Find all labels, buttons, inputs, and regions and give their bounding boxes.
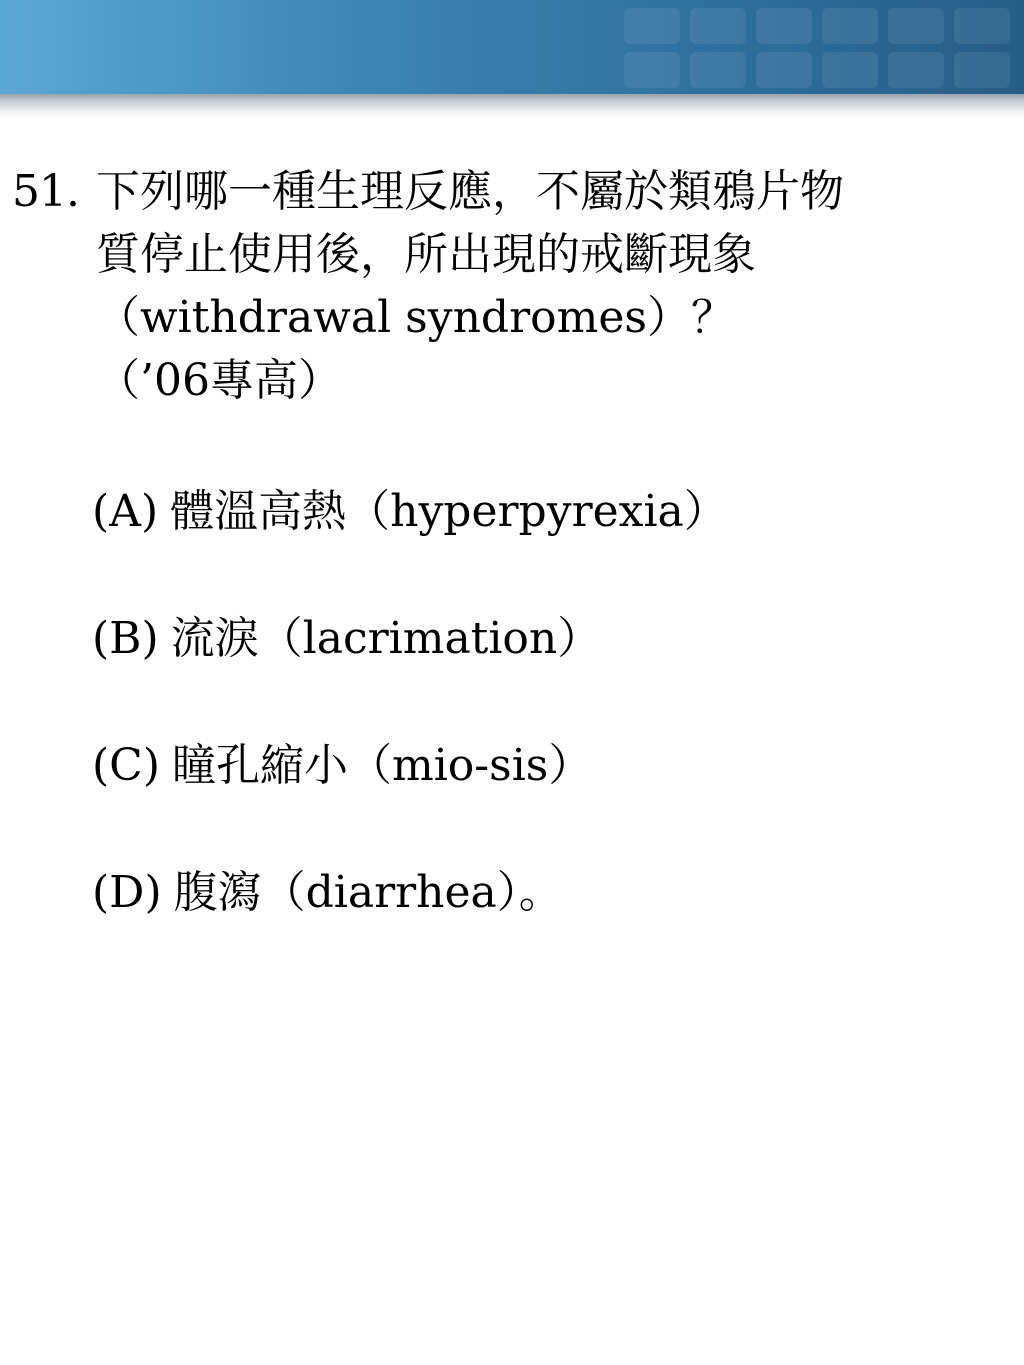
option-text: 瞳孔縮小（mio-sis） <box>172 740 593 791</box>
header-shadow <box>0 94 1024 118</box>
option-letter: (C) <box>92 740 160 791</box>
option-d[interactable] <box>92 861 728 988</box>
option-letter: (B) <box>92 613 159 664</box>
option-c[interactable] <box>92 734 728 861</box>
question-text <box>12 160 1012 412</box>
answer-options <box>92 480 728 988</box>
header-band <box>0 0 1024 94</box>
option-text: 體溫高熱（hyperpyrexia） <box>170 486 728 537</box>
question-line-text: 下列哪一種生理反應，不屬於類鴉片物 <box>96 166 844 217</box>
option-letter: (A) <box>92 486 159 537</box>
option-text: 腹瀉（diarrhea）。 <box>173 867 563 918</box>
option-text: 流淚（lacrimation） <box>170 613 602 664</box>
question-line: （withdrawal syndromes）？ <box>96 292 735 343</box>
question-line <box>12 160 1012 223</box>
question-line: 質停止使用後，所出現的戒斷現象 <box>96 229 756 280</box>
header-decoration <box>604 0 1024 94</box>
option-a[interactable] <box>92 480 728 607</box>
question-line: （’06專高） <box>96 355 342 406</box>
option-letter: (D) <box>92 867 162 918</box>
option-b[interactable] <box>92 607 728 734</box>
question-number: 51. <box>12 166 79 217</box>
